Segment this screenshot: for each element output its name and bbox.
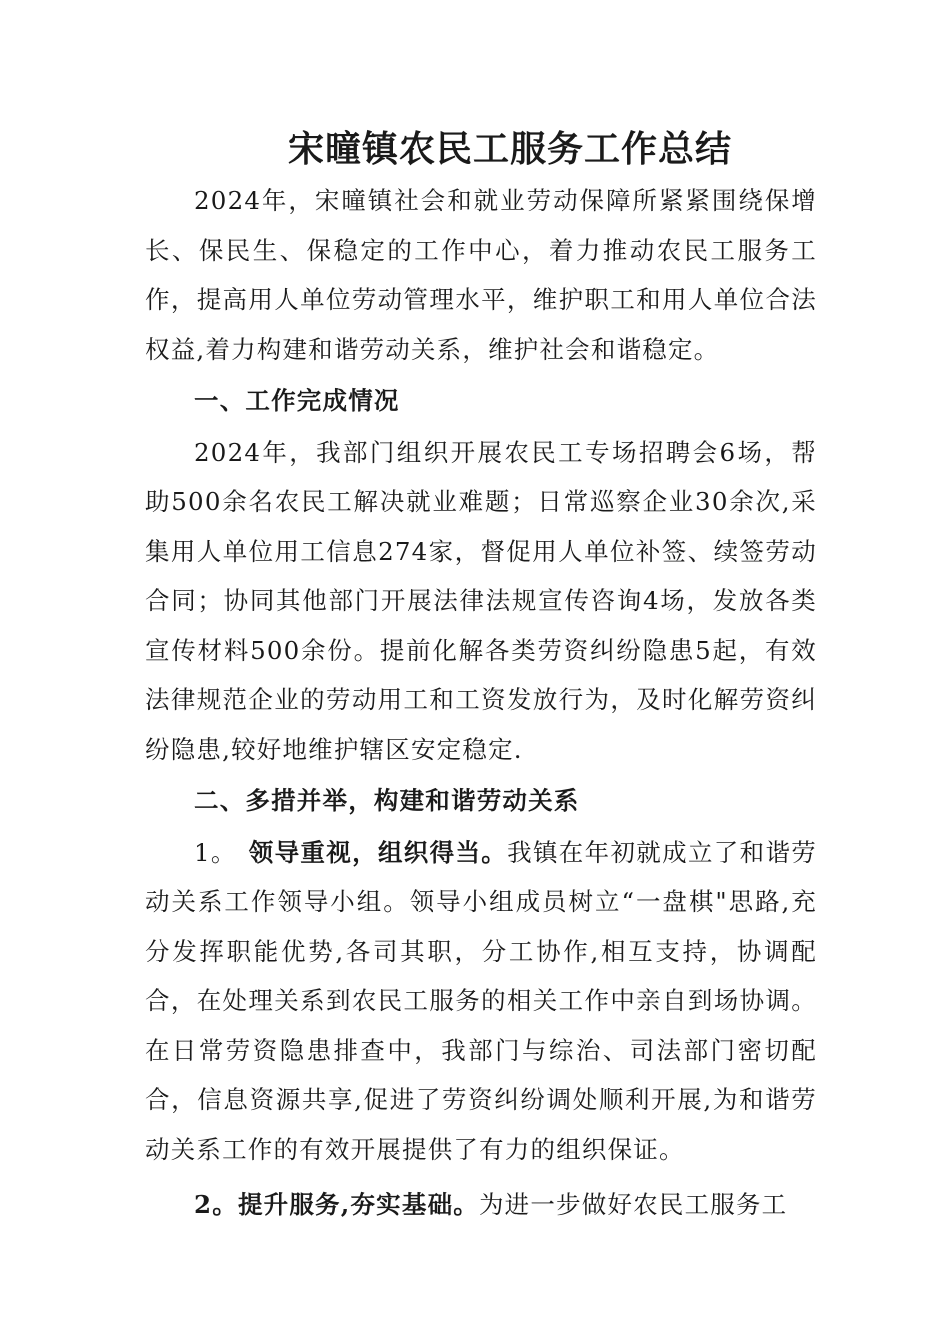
item-2-lead: 2。提升服务,夯实基础。 [194, 1190, 479, 1219]
section-heading-1: 一、工作完成情况 [194, 386, 400, 415]
item-1-lead: 领导重视，组织得当。 [248, 837, 508, 867]
section-heading-2: 二、多措并举，构建和谐劳动关系 [194, 786, 580, 815]
document-title: 宋曈镇农民工服务工作总结 [287, 128, 732, 170]
item-1-text: 我镇在年初就成立了和谐劳动关系工作领导小组。领导小组成员树立“一盘棋"思路,充分发挥职能优势,各司其职，分工协作,相互支持，协调配合，在处理关系到农民工服务的相关工作中亲自到场协调。在日常劳资隐患排查中，我部门与综治、司法部门密切配合，信息资源共享,促进了劳资纠纷调处顺利开展,为和谐劳动关系工作的有效开展提供了有力的组织保证。 [145, 837, 818, 1164]
section-2-item-2 [145, 1180, 817, 1230]
document-body [145, 176, 817, 1230]
section-2-item-1 [145, 828, 817, 1175]
section-1-paragraph: 2024年，我部门组织开展农民工专场招聘会6场，帮助500余名农民工解决就业难题；日常巡察企业30余次,采集用人单位用工信息274家，督促用人单位补签、续签劳动合同；协同其他部门开展法律法规宣传咨询4场，发放各类宣传材料500余份。提前化解各类劳资纠纷隐患5起，有效法律规范企业的劳动用工和工资发放行为，及时化解劳资纠纷隐患,较好地维护辖区安定稳定. [145, 437, 817, 764]
item-2-text: 为进一步做好农民工服务工 [478, 1190, 788, 1219]
intro-paragraph: 2024年，宋曈镇社会和就业劳动保障所紧紧围绕保增长、保民生、保稳定的工作中心，着力推动农民工服务工作，提高用人单位劳动管理水平，维护职工和用人单位合法权益,着力构建和谐劳动关系，维护社会和谐稳定。 [145, 186, 817, 364]
item-1-number: 1。 [194, 837, 237, 867]
